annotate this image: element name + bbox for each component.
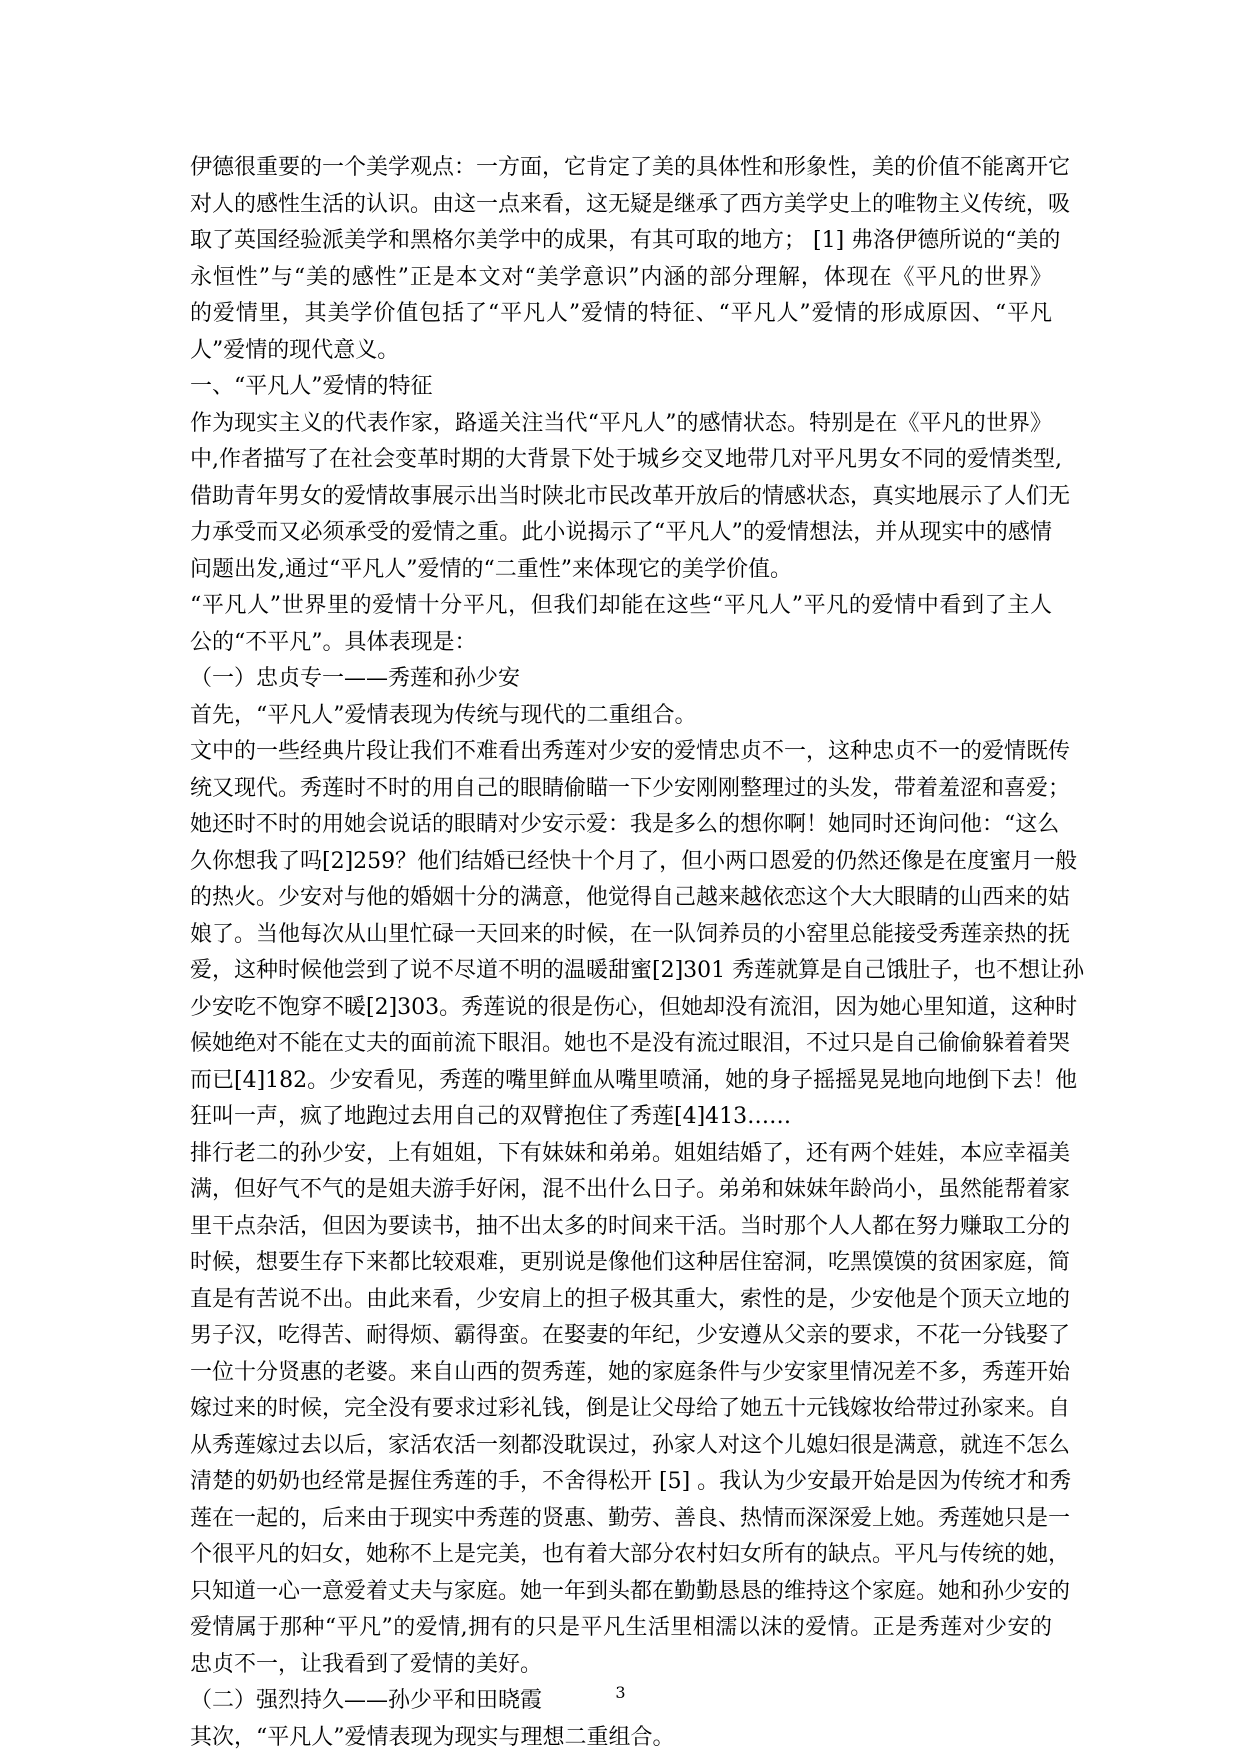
text-line: 伊德很重要的一个美学观点：一方面，它肯定了美的具体性和形象性，美的价值不能离开它 bbox=[190, 150, 1052, 187]
text-line: 嫁过来的时候，完全没有要求过彩礼钱，倒是让父母给了她五十元钱嫁妆给带过孙家来。自 bbox=[190, 1391, 1052, 1428]
text-line: 人”爱情的现代意义。 bbox=[190, 333, 1052, 370]
text-line: 一位十分贤惠的老婆。来自山西的贺秀莲，她的家庭条件与少安家里情况差不多，秀莲开始 bbox=[190, 1355, 1052, 1392]
text-line: 统又现代。秀莲时不时的用自己的眼睛偷瞄一下少安刚刚整理过的头发，带着羞涩和喜爱； bbox=[190, 771, 1052, 808]
text-line: 文中的一些经典片段让我们不难看出秀莲对少安的爱情忠贞不一，这种忠贞不一的爱情既传 bbox=[190, 734, 1052, 771]
text-line: （一）忠贞专一——秀莲和孙少安 bbox=[190, 661, 1052, 698]
text-line: 只知道一心一意爱着丈夫与家庭。她一年到头都在勤勤恳恳的维持这个家庭。她和孙少安的 bbox=[190, 1574, 1052, 1611]
text-line: 狂叫一声，疯了地跑过去用自己的双臂抱住了秀莲[4]413…… bbox=[190, 1099, 1052, 1136]
text-line: 久你想我了吗[2]259？他们结婚已经快十个月了，但小两口恩爱的仍然还像是在度蜜月一般 bbox=[190, 844, 1052, 881]
text-line: 时候，想要生存下来都比较艰难，更别说是像他们这种居住窑洞，吃黑馍馍的贫困家庭，简 bbox=[190, 1245, 1052, 1282]
page-number: 3 bbox=[0, 1683, 1241, 1702]
text-line: 永恒性”与“美的感性”正是本文对“美学意识”内涵的部分理解，体现在《平凡的世界》 bbox=[190, 260, 1052, 297]
text-line: 首先，“平凡人”爱情表现为传统与现代的二重组合。 bbox=[190, 698, 1052, 735]
text-line: 少安吃不饱穿不暖[2]303。秀莲说的很是伤心，但她却没有流泪，因为她心里知道，这种时 bbox=[190, 990, 1052, 1027]
text-line: 从秀莲嫁过去以后，家活农活一刻都没耽误过，孙家人对这个儿媳妇很是满意，就连不怎么 bbox=[190, 1428, 1052, 1465]
text-line: 对人的感性生活的认识。由这一点来看，这无疑是继承了西方美学史上的唯物主义传统，吸 bbox=[190, 187, 1052, 224]
document-body bbox=[190, 150, 1052, 1756]
text-line: “平凡人”世界里的爱情十分平凡，但我们却能在这些“平凡人”平凡的爱情中看到了主人 bbox=[190, 588, 1052, 625]
text-line: 忠贞不一，让我看到了爱情的美好。 bbox=[190, 1647, 1052, 1684]
text-line: 清楚的奶奶也经常是握住秀莲的手，不舍得松开 [5] 。我认为少安最开始是因为传统才和秀 bbox=[190, 1464, 1052, 1501]
text-line: 而已[4]182。少安看见，秀莲的嘴里鲜血从嘴里喷涌，她的身子摇摇晃晃地向地倒下去！他 bbox=[190, 1063, 1052, 1100]
text-line: 爱情属于那种“平凡”的爱情,拥有的只是平凡生活里相濡以沫的爱情。正是秀莲对少安的 bbox=[190, 1610, 1052, 1647]
text-line: 满，但好气不气的是姐夫游手好闲，混不出什么日子。弟弟和妹妹年龄尚小，虽然能帮着家 bbox=[190, 1172, 1052, 1209]
text-line: 一、“平凡人”爱情的特征 bbox=[190, 369, 1052, 406]
text-line: 作为现实主义的代表作家，路遥关注当代“平凡人”的感情状态。特别是在《平凡的世界》 bbox=[190, 406, 1052, 443]
text-line: 莲在一起的，后来由于现实中秀莲的贤惠、勤劳、善良、热情而深深爱上她。秀莲她只是一 bbox=[190, 1501, 1052, 1538]
text-line: 娘了。当他每次从山里忙碌一天回来的时候，在一队饲养员的小窑里总能接受秀莲亲热的抚 bbox=[190, 917, 1052, 954]
text-line: 力承受而又必须承受的爱情之重。此小说揭示了“平凡人”的爱情想法，并从现实中的感情 bbox=[190, 515, 1052, 552]
text-line: 直是有苦说不出。由此来看，少安肩上的担子极其重大，索性的是，少安他是个顶天立地的 bbox=[190, 1282, 1052, 1319]
text-line: 的爱情里，其美学价值包括了“平凡人”爱情的特征、“平凡人”爱情的形成原因、“平凡 bbox=[190, 296, 1052, 333]
text-line: 借助青年男女的爱情故事展示出当时陕北市民改革开放后的情感状态，真实地展示了人们无 bbox=[190, 479, 1052, 516]
text-line: 个很平凡的妇女，她称不上是完美，也有着大部分农村妇女所有的缺点。平凡与传统的她， bbox=[190, 1537, 1052, 1574]
text-line: 取了英国经验派美学和黑格尔美学中的成果，有其可取的地方； [1] 弗洛伊德所说的“美的 bbox=[190, 223, 1052, 260]
text-line: 中,作者描写了在社会变革时期的大背景下处于城乡交叉地带几对平凡男女不同的爱情类型, bbox=[190, 442, 1052, 479]
text-line: 的热火。少安对与他的婚姻十分的满意，他觉得自己越来越依恋这个大大眼睛的山西来的姑 bbox=[190, 880, 1052, 917]
text-line: 候她绝对不能在丈夫的面前流下眼泪。她也不是没有流过眼泪，不过只是自己偷偷躲着着哭 bbox=[190, 1026, 1052, 1063]
text-line: 问题出发,通过“平凡人”爱情的“二重性”来体现它的美学价值。 bbox=[190, 552, 1052, 589]
text-line: 排行老二的孙少安，上有姐姐，下有妹妹和弟弟。姐姐结婚了，还有两个娃娃，本应幸福美 bbox=[190, 1136, 1052, 1173]
text-line: 公的“不平凡”。具体表现是： bbox=[190, 625, 1052, 662]
text-line: 男子汉，吃得苦、耐得烦、霸得蛮。在娶妻的年纪，少安遵从父亲的要求，不花一分钱娶了 bbox=[190, 1318, 1052, 1355]
text-line: 其次，“平凡人”爱情表现为现实与理想二重组合。 bbox=[190, 1720, 1052, 1756]
text-line: （二）强烈持久——孙少平和田晓霞 bbox=[190, 1683, 1052, 1720]
text-line: 她还时不时的用她会说话的眼睛对少安示爱：我是多么的想你啊！她同时还询问他：“这么 bbox=[190, 807, 1052, 844]
text-line: 里干点杂活，但因为要读书，抽不出太多的时间来干活。当时那个人人都在努力赚取工分的 bbox=[190, 1209, 1052, 1246]
text-line: 爱，这种时候他尝到了说不尽道不明的温暖甜蜜[2]301 秀莲就算是自己饿肚子，也不想让孙 bbox=[190, 953, 1052, 990]
